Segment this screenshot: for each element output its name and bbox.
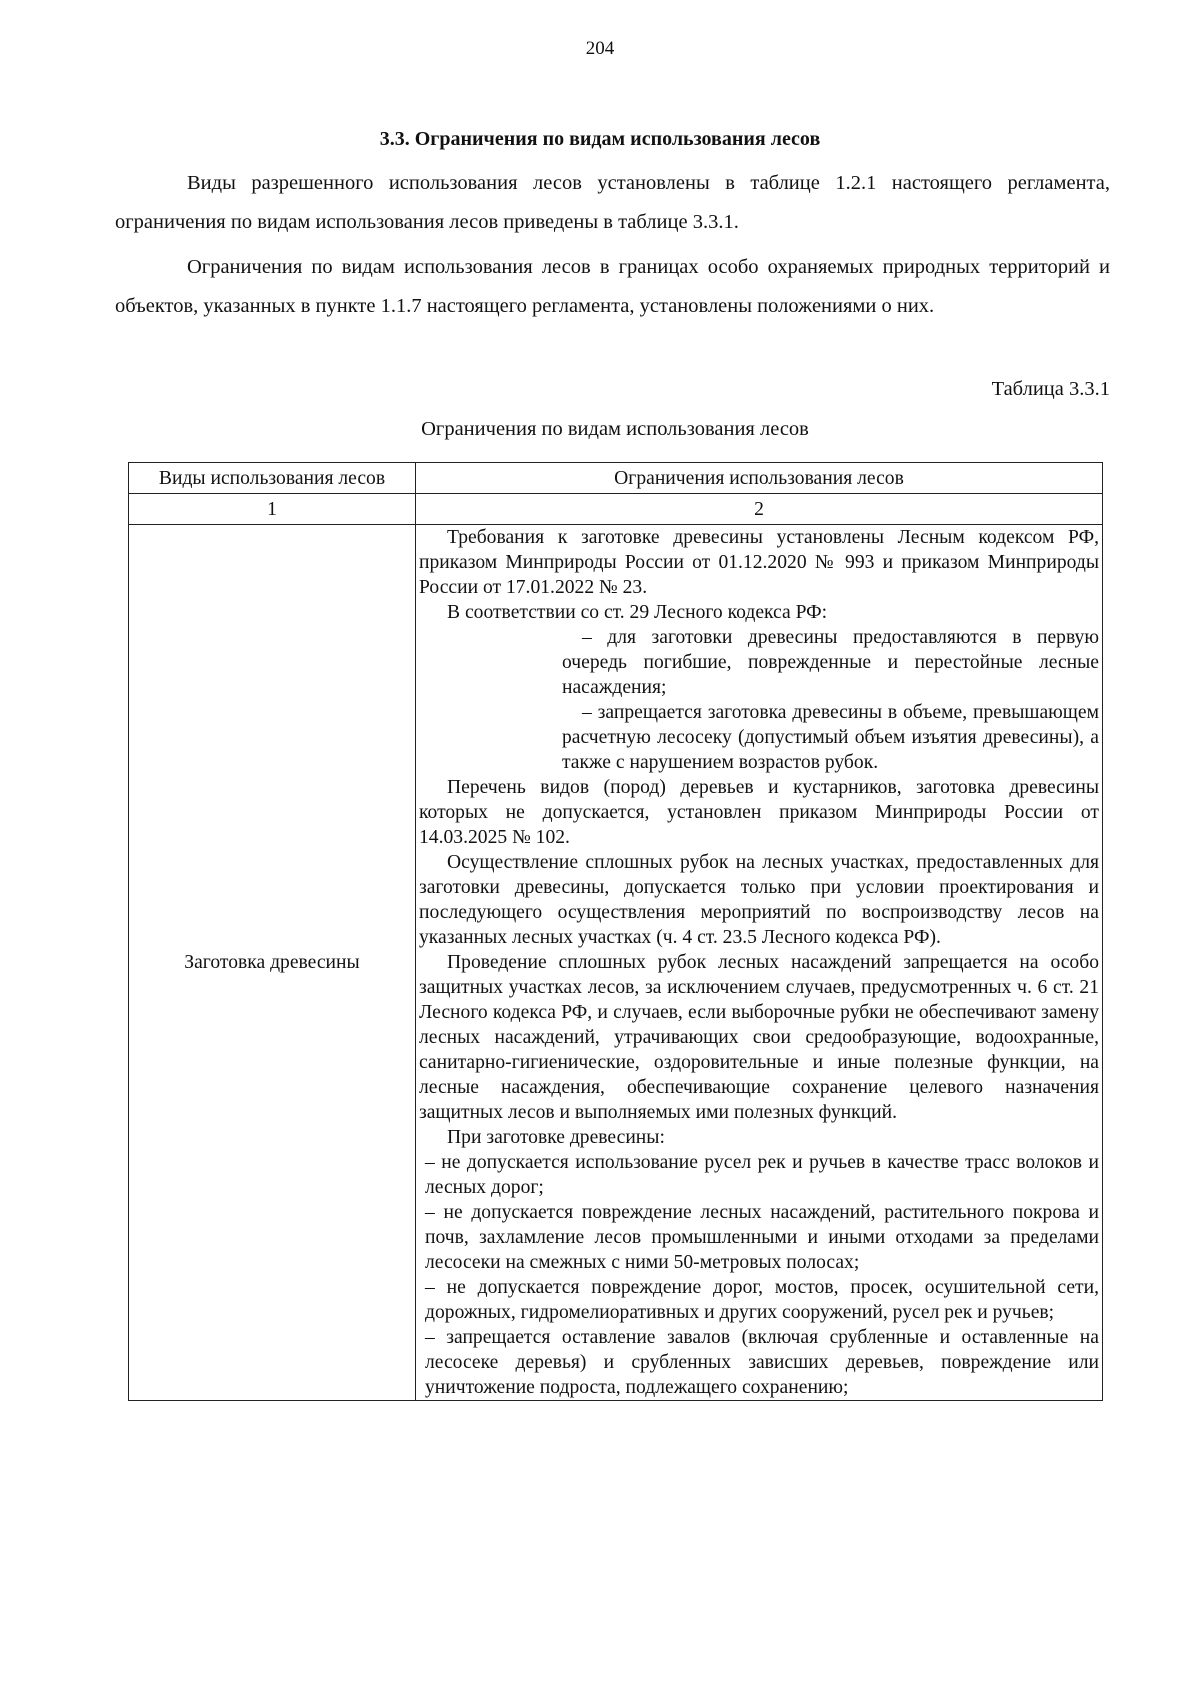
restriction-dash-item: – не допускается повреждение дорог, мостов, просек, осушительной сети, дорожных, гидромелиоративных и других сооружений, русел рек и ручьев; bbox=[425, 1277, 1099, 1323]
header-usage-kinds: Виды использования лесов bbox=[129, 463, 416, 494]
usage-kind-cell: Заготовка древесины bbox=[129, 525, 416, 1401]
restriction-paragraph: Требования к заготовке древесины установлены Лесным кодексом РФ, приказом Минприроды России от 01.12.2020 № 993 и приказом Минприроды России от 17.01.2022 № 23. bbox=[419, 527, 1099, 598]
table-label: Таблица 3.3.1 bbox=[991, 378, 1110, 400]
restriction-sub-item: – для заготовки древесины предоставляются в первую очередь погибшие, поврежденные и перестойные лесные насаждения; bbox=[562, 627, 1099, 698]
restriction-paragraph: Перечень видов (пород) деревьев и кустарников, заготовка древесины которых не допускается, установлен приказом Минприроды России от 14.03.2025 № 102. bbox=[419, 777, 1099, 848]
intro-paragraph-1: Виды разрешенного использования лесов установлены в таблице 1.2.1 настоящего регламента, ограничения по видам использования лесов приведены в таблице 3.3.1. bbox=[115, 172, 1110, 233]
restriction-dash-item: – запрещается оставление завалов (включая срубленные и оставленные на лесосеке деревья) и срубленных зависших деревьев, повреждение или уничтожение подроста, подлежащего сохранению; bbox=[425, 1327, 1099, 1398]
section-title: 3.3. Ограничения по видам использования лесов bbox=[379, 128, 821, 150]
page-number: 204 bbox=[585, 38, 615, 59]
column-number-1: 1 bbox=[129, 494, 416, 525]
restriction-paragraph: В соответствии со ст. 29 Лесного кодекса РФ: bbox=[447, 602, 828, 623]
header-restrictions: Ограничения использования лесов bbox=[416, 463, 1103, 494]
column-number-row bbox=[129, 494, 1103, 525]
restriction-paragraph: Проведение сплошных рубок лесных насаждений запрещается на особо защитных участках лесов, за исключением случаев, предусмотренных ч. 6 ст. 21 Лесного кодекса РФ, и случаев, если выборочные рубки не обеспечивают замену лесных насаждений, утрачивающих свои средообразующие, водоохранные, санитарно-гигиенические, оздоровительные и иные полезные функции, на лесные насаждения, обеспечивающие сохранение целевого назначения защитных лесов и выполняемых ими полезных функций. bbox=[419, 952, 1099, 1123]
restriction-sub-item: – запрещается заготовка древесины в объеме, превышающем расчетную лесосеку (допустимый объем изъятия древесины), а также с нарушением возрастов рубок. bbox=[562, 702, 1099, 773]
table-caption: Ограничения по видам использования лесов bbox=[421, 418, 809, 440]
intro-paragraph-2: Ограничения по видам использования лесов в границах особо охраняемых природных территорий и объектов, указанных в пункте 1.1.7 настоящего регламента, установлены положениями о них. bbox=[115, 256, 1110, 317]
column-number-2: 2 bbox=[416, 494, 1103, 525]
restrictions-cell bbox=[416, 525, 1103, 1401]
table-header-row bbox=[129, 463, 1103, 494]
table-row bbox=[129, 525, 1103, 1401]
restriction-paragraph: Осуществление сплошных рубок на лесных участках, предоставленных для заготовки древесины, допускается только при условии проектирования и последующего осуществления мероприятий по воспроизводству лесов на указанных лесных участках (ч. 4 ст. 23.5 Лесного кодекса РФ). bbox=[419, 852, 1099, 948]
restriction-dash-item: – не допускается использование русел рек и ручьев в качестве трасс волоков и лесных дорог; bbox=[425, 1152, 1099, 1198]
restriction-paragraph: При заготовке древесины: bbox=[447, 1127, 665, 1148]
restriction-dash-item: – не допускается повреждение лесных насаждений, растительного покрова и почв, захламление лесов промышленными и иными отходами за пределами лесосеки на смежных с ними 50-метровых полосах; bbox=[425, 1202, 1099, 1273]
restrictions-table bbox=[128, 462, 1103, 1401]
